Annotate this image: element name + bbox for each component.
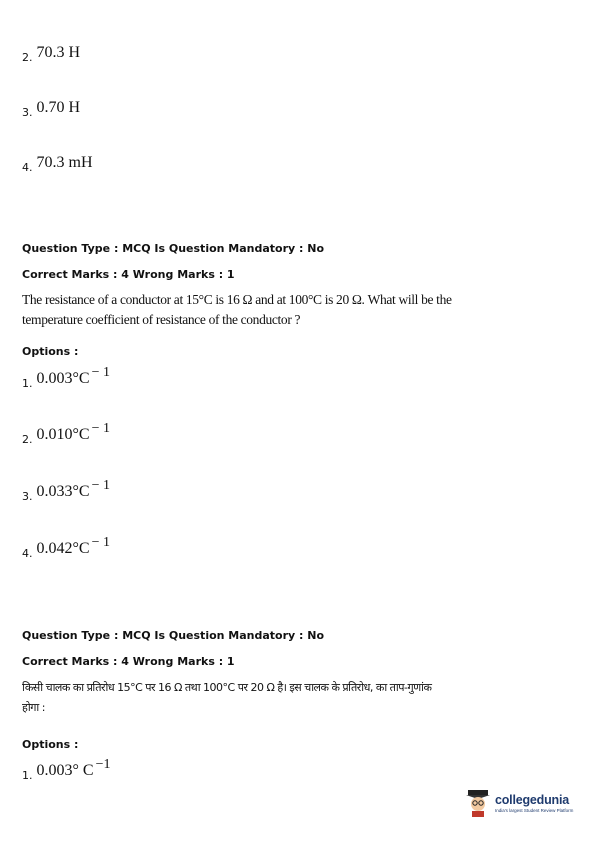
- option-2: [22, 421, 110, 446]
- question-type-line: Question Type : MCQ Is Question Mandatory : No: [22, 629, 325, 642]
- option-value: 70.3 H: [36, 44, 81, 61]
- option-number: 2.: [22, 433, 33, 446]
- question-text-line-2: होगा :: [22, 701, 45, 714]
- option-exponent: − 1: [91, 478, 110, 493]
- option-exponent: − 1: [91, 535, 110, 550]
- option-number: 2.: [22, 51, 33, 64]
- mascot-icon: [464, 788, 492, 818]
- option-number: 1.: [22, 769, 33, 782]
- option-3: [22, 99, 80, 117]
- marks-line: Correct Marks : 4 Wrong Marks : 1: [22, 268, 235, 281]
- option-value: 0.70 H: [36, 99, 81, 116]
- option-value: 0.042°C: [36, 540, 90, 557]
- question-type-line: Question Type : MCQ Is Question Mandatory : No: [22, 242, 325, 255]
- options-label: Options :: [22, 738, 79, 751]
- option-value: 0.003°C: [36, 370, 90, 387]
- option-number: 4.: [22, 161, 33, 174]
- options-label: Options :: [22, 345, 79, 358]
- question-text: [22, 290, 462, 330]
- option-value: 70.3 mH: [36, 154, 93, 171]
- option-exponent: − 1: [91, 421, 110, 436]
- option-2: [22, 44, 80, 62]
- option-4: [22, 154, 93, 172]
- question-text-line-1: The resistance of a conductor at 15°C is 16 Ω and at 100°C is 20 Ω. What will be the: [22, 292, 452, 307]
- option-number: 3.: [22, 106, 33, 119]
- option-value: 0.010°C: [36, 426, 90, 443]
- option-3: [22, 478, 110, 503]
- option-4: [22, 535, 110, 560]
- option-number: 3.: [22, 490, 33, 503]
- question-text: [22, 678, 472, 718]
- option-number: 1.: [22, 377, 33, 390]
- option-exponent: − 1: [91, 365, 110, 380]
- option-1: [22, 757, 111, 782]
- option-value: 0.003° C: [36, 762, 94, 779]
- option-value: 0.033°C: [36, 483, 90, 500]
- option-number: 4.: [22, 547, 33, 560]
- option-1: [22, 365, 110, 390]
- logo-tagline: India's largest Student Review Platform: [495, 808, 574, 813]
- collegedunia-logo: [464, 788, 573, 818]
- question-text-line-2: temperature coefficient of resistance of the conductor ?: [22, 312, 301, 327]
- question-text-line-1: किसी चालक का प्रतिरोध 15°C पर 16 Ω तथा 100°C पर 20 Ω है। इस चालक के प्रतिरोध, का ताप-गुणांक: [22, 681, 432, 694]
- marks-line: Correct Marks : 4 Wrong Marks : 1: [22, 655, 235, 668]
- option-exponent: −1: [95, 757, 111, 772]
- logo-name: collegedunia: [495, 793, 570, 807]
